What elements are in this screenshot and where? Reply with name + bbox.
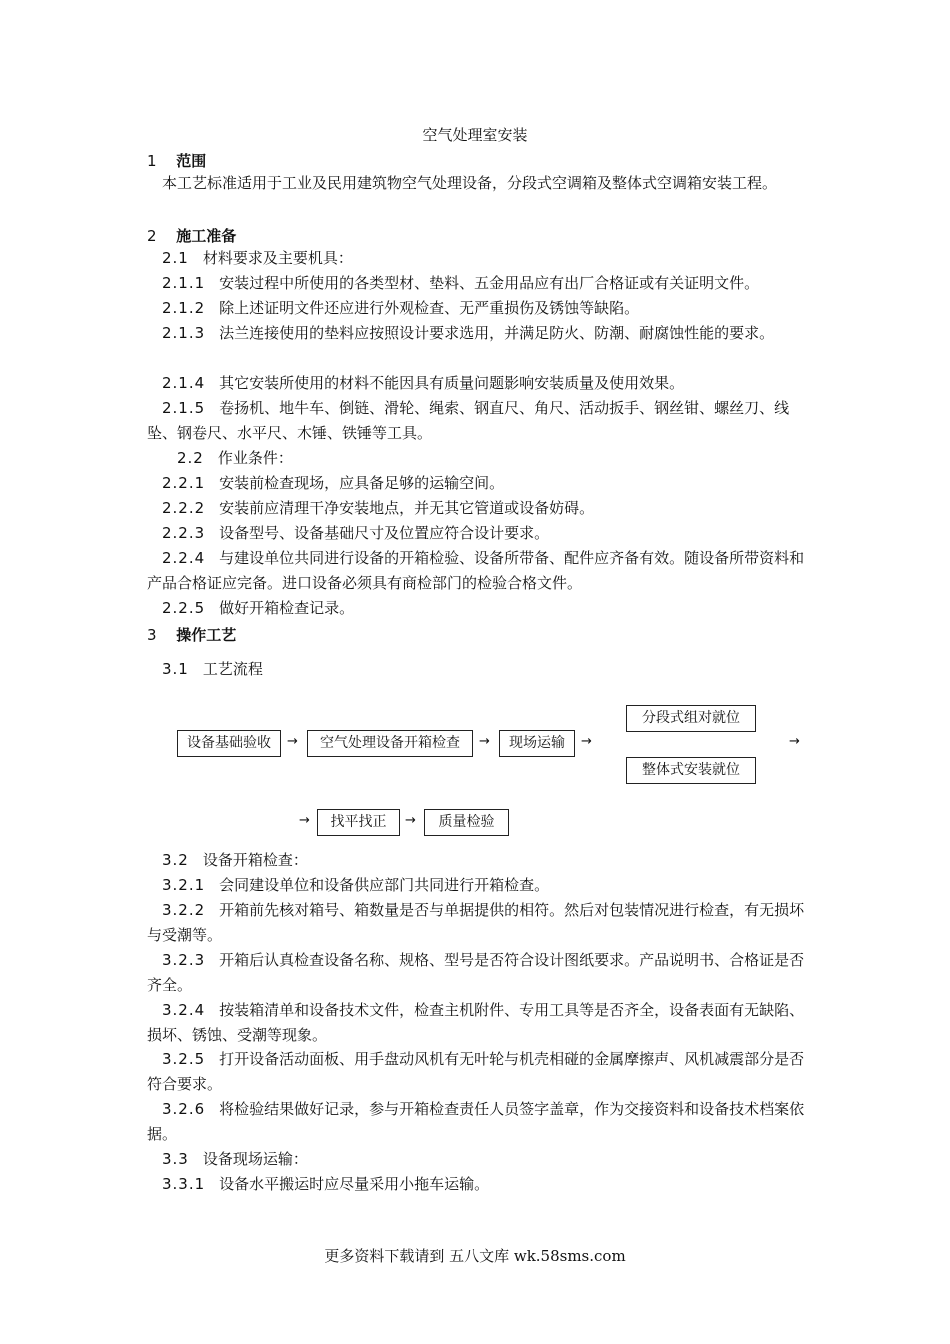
clause-number: 3.2.1 <box>162 876 206 894</box>
paragraph-3-2-5 <box>147 1047 817 1097</box>
paragraph-3-3-1 <box>147 1172 817 1197</box>
paragraph-3-1 <box>147 657 817 682</box>
section-number: 3 <box>147 626 157 644</box>
clause-number: 2.2.3 <box>162 524 206 542</box>
section-1-heading <box>147 150 206 171</box>
paragraph-3-2-2 <box>147 898 817 948</box>
flow-arrow: → <box>299 813 310 828</box>
paragraph-2-2-2 <box>147 496 817 521</box>
flow-arrow: → <box>405 813 416 828</box>
clause-text: 设备现场运输： <box>202 1150 308 1168</box>
clause-text: 设备水平搬运时应尽量采用小拖车运输。 <box>219 1175 490 1193</box>
section-3-heading <box>147 624 236 645</box>
clause-text: 其它安装所使用的材料不能因具有质量问题影响安装质量及使用效果。 <box>219 374 685 392</box>
paragraph-3-2 <box>147 848 817 873</box>
clause-text: 将检验结果做好记录，参与开箱检查责任人员签字盖章，作为交接资料和设备技术档案依据。 <box>147 1100 805 1143</box>
clause-number: 2.1.1 <box>162 274 206 292</box>
clause-text: 开箱前先核对箱号、箱数量是否与单据提供的相符。然后对包装情况进行检查，有无损坏与受潮等。 <box>147 901 805 944</box>
paragraph-2-1-2 <box>147 296 817 321</box>
clause-text: 安装前应清理干净安装地点，并无其它管道或设备妨碍。 <box>219 499 595 517</box>
clause-number: 2.1 <box>162 249 189 267</box>
clause-number: 2.2.2 <box>162 499 206 517</box>
paragraph-2-1-3 <box>147 321 817 346</box>
clause-number: 2.1.3 <box>162 324 206 342</box>
clause-number: 3.2 <box>162 851 189 869</box>
flow-arrow: → <box>581 734 592 749</box>
paragraph-2-2-3 <box>147 521 817 546</box>
clause-number: 2.2.5 <box>162 599 206 617</box>
clause-text: 材料要求及主要机具： <box>202 249 353 267</box>
clause-text: 卷扬机、地牛车、倒链、滑轮、绳索、钢直尺、角尺、活动扳手、钢丝钳、螺丝刀、线坠、钢卷尺、水平尺、木锤、铁锤等工具。 <box>147 399 790 442</box>
flow-box-integral-installation: 整体式安装就位 <box>626 757 756 784</box>
clause-text: 作业条件： <box>217 449 293 467</box>
flow-box-foundation-acceptance: 设备基础验收 <box>177 730 281 757</box>
paragraph-2-1 <box>147 246 817 271</box>
paragraph-2-1-5 <box>147 396 817 446</box>
paragraph-3-2-6 <box>147 1097 817 1147</box>
clause-text: 按装箱清单和设备技术文件，检查主机附件、专用工具等是否齐全，设备表面有无缺陷、损坏、锈蚀、受潮等现象。 <box>147 1001 805 1044</box>
paragraph-3-2-3 <box>147 948 817 998</box>
flow-box-site-transport: 现场运输 <box>499 730 575 757</box>
clause-number: 3.1 <box>162 660 189 678</box>
flow-box-leveling: 找平找正 <box>317 809 400 836</box>
flow-box-unpacking-inspection: 空气处理设备开箱检查 <box>307 730 473 757</box>
section-title: 操作工艺 <box>176 626 237 644</box>
paragraph-3-3 <box>147 1147 817 1172</box>
footer-link-text: 更多资料下载请到 五八文库 wk.58sms.com <box>324 1247 626 1265</box>
section-number: 1 <box>147 152 157 170</box>
clause-text: 设备开箱检查： <box>202 851 308 869</box>
paragraph-3-2-4 <box>147 998 817 1048</box>
clause-number: 2.1.2 <box>162 299 206 317</box>
paragraph-2-2-1 <box>147 471 817 496</box>
flow-arrow: → <box>789 734 800 749</box>
clause-text: 法兰连接使用的垫料应按照设计要求选用，并满足防火、防潮、耐腐蚀性能的要求。 <box>219 324 775 342</box>
clause-number: 3.2.5 <box>162 1050 206 1068</box>
clause-number: 3.2.3 <box>162 951 206 969</box>
paragraph-2-2-5 <box>147 596 817 621</box>
clause-text: 与建设单位共同进行设备的开箱检验、设备所带备、配件应齐备有效。随设备所带资料和产品合格证应完备。进口设备必须具有商检部门的检验合格文件。 <box>147 549 805 592</box>
clause-number: 3.3.1 <box>162 1175 206 1193</box>
clause-text: 安装过程中所使用的各类型材、垫料、五金用品应有出厂合格证或有关证明文件。 <box>219 274 760 292</box>
paragraph-2-2 <box>147 446 817 471</box>
clause-text: 工艺流程 <box>202 660 263 678</box>
clause-number: 3.3 <box>162 1150 189 1168</box>
section-1-text: 本工艺标准适用于工业及民用建筑物空气处理设备，分段式空调箱及整体式空调箱安装工程。 <box>162 174 778 192</box>
clause-text: 设备型号、设备基础尺寸及位置应符合设计要求。 <box>219 524 550 542</box>
clause-text: 安装前检查现场，应具备足够的运输空间。 <box>219 474 505 492</box>
flow-arrow: → <box>479 734 490 749</box>
section-title: 施工准备 <box>176 227 237 245</box>
clause-number: 2.2 <box>177 449 204 467</box>
flow-box-quality-inspection: 质量检验 <box>424 809 509 836</box>
clause-number: 3.2.2 <box>162 901 206 919</box>
clause-text: 开箱后认真检查设备名称、规格、型号是否符合设计图纸要求。产品说明书、合格证是否齐全。 <box>147 951 805 994</box>
clause-text: 会同建设单位和设备供应部门共同进行开箱检查。 <box>219 876 550 894</box>
clause-number: 2.1.4 <box>162 374 206 392</box>
clause-text: 打开设备活动面板、用手盘动风机有无叶轮与机壳相碰的金属摩擦声、风机减震部分是否符合要求。 <box>147 1050 805 1093</box>
paragraph-2-2-4 <box>147 546 817 596</box>
section-title: 范围 <box>176 152 207 170</box>
clause-text: 做好开箱检查记录。 <box>219 599 355 617</box>
clause-number: 3.2.4 <box>162 1001 206 1019</box>
clause-number: 3.2.6 <box>162 1100 206 1118</box>
section-2-heading <box>147 225 236 246</box>
section-number: 2 <box>147 227 157 245</box>
clause-number: 2.2.4 <box>162 549 206 567</box>
clause-number: 2.1.5 <box>162 399 206 417</box>
clause-number: 2.2.1 <box>162 474 206 492</box>
clause-text: 除上述证明文件还应进行外观检查、无严重损伤及锈蚀等缺陷。 <box>219 299 640 317</box>
flow-arrow: → <box>287 734 298 749</box>
paragraph-3-2-1 <box>147 873 817 898</box>
document-title: 空气处理室安装 <box>422 126 528 144</box>
paragraph-2-1-4 <box>147 371 817 396</box>
flow-box-sectional-assembly: 分段式组对就位 <box>626 705 756 732</box>
paragraph-2-1-1 <box>147 271 817 296</box>
